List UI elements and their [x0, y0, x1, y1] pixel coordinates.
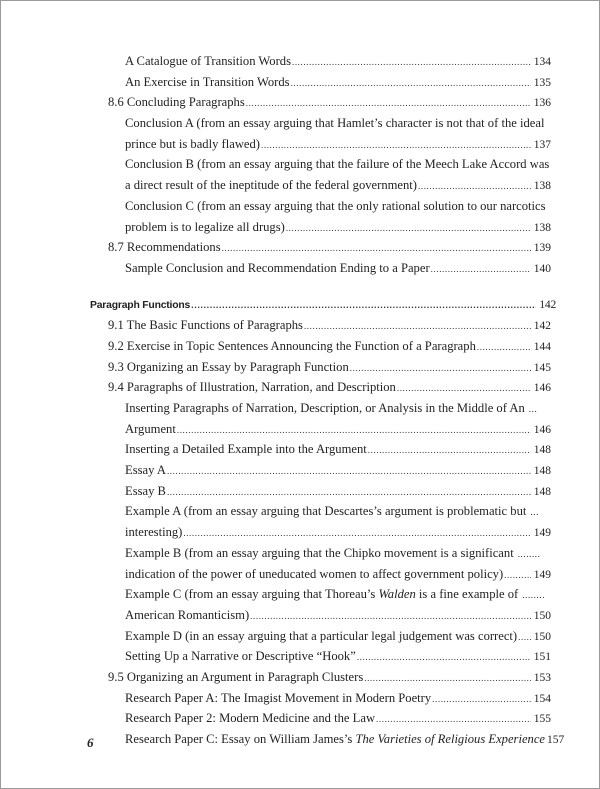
title-part: Example C (from an essay arguing that Thoreau’s — [125, 587, 379, 602]
toc-entry-page: 142 — [533, 320, 551, 333]
toc-entry-page: 136 — [533, 97, 551, 110]
toc-entry — [1, 237, 551, 258]
toc-entry-title: Example A (from an essay arguing that Descartes’s argument is problematic but — [125, 504, 527, 519]
toc-entry — [1, 501, 551, 522]
toc-entry — [1, 564, 551, 585]
dot-leader — [477, 337, 531, 358]
toc-entry-page: 149 — [533, 568, 551, 581]
toc-entry-page: 146 — [533, 382, 551, 395]
dot-leader — [292, 52, 531, 73]
toc-entry-title: American Romanticism) — [125, 607, 250, 622]
toc-entry-title: 9.3 Organizing an Essay by Paragraph Function — [108, 359, 349, 374]
toc-entry-title — [125, 584, 518, 605]
toc-entry-page: 145 — [533, 361, 551, 374]
toc-entry — [1, 113, 551, 134]
dot-leader — [357, 647, 531, 668]
dot-leader — [286, 218, 531, 239]
italic-title-part: The Varieties of Religious Experience — [355, 732, 546, 746]
dot-leader — [177, 420, 531, 441]
toc-entry-title: interesting) — [125, 525, 183, 540]
toc-entry-title: 8.6 Concluding Paragraphs — [108, 95, 245, 110]
toc-entry-title: Research Paper A: The Imagist Movement in Modern Poetry — [125, 690, 432, 705]
dot-leader — [418, 176, 531, 197]
toc-entry — [1, 92, 551, 113]
dot-leader — [504, 565, 531, 586]
dot-leader-tail: ... — [528, 404, 538, 414]
toc-entry — [1, 439, 551, 460]
toc-entry-title: 9.4 Paragraphs of Illustration, Narration, and Description — [108, 380, 396, 395]
toc-entry-title: 9.2 Exercise in Topic Sentences Announcing the Function of a Paragraph — [108, 338, 476, 353]
toc-entry-title: 8.7 Recommendations — [108, 240, 221, 255]
toc-entry-page: 155 — [533, 713, 551, 726]
toc-entry-page: 140 — [533, 262, 551, 275]
toc-entry — [1, 196, 551, 217]
toc-entry — [1, 398, 551, 419]
toc-entry-page: 154 — [533, 692, 551, 705]
dot-leader — [222, 238, 531, 259]
toc-entry-page: 148 — [533, 465, 551, 478]
dot-leader — [432, 689, 531, 710]
toc-entry — [1, 667, 551, 688]
toc-entry-title: Example B (from an essay arguing that the Chipko movement is a significant — [125, 545, 514, 560]
dot-leader — [350, 358, 531, 379]
toc-entry-page: 150 — [533, 630, 551, 643]
toc-entry — [1, 377, 551, 398]
toc-entry-title: prince but is badly flawed) — [125, 136, 260, 151]
dot-leader — [167, 482, 531, 503]
toc-entry-page: 151 — [533, 651, 551, 664]
toc-entry-page: 144 — [533, 340, 551, 353]
spacer — [1, 279, 600, 295]
toc-entry — [1, 481, 551, 502]
toc-entry-page: 148 — [533, 444, 551, 457]
dot-leader — [250, 606, 531, 627]
toc-entry-title: problem is to legalize all drugs) — [125, 219, 285, 234]
toc-entry — [1, 175, 551, 196]
dot-leader — [304, 316, 531, 337]
toc-entry-title: Example D (in an essay arguing that a particular legal judgement was correct) — [125, 628, 518, 643]
toc-entry — [1, 258, 551, 279]
toc-entry-page: 137 — [533, 138, 551, 151]
toc-entry — [1, 605, 551, 626]
toc-entry-title: Conclusion B (from an essay arguing that the failure of the Meech Lake Accord was — [125, 157, 550, 172]
toc-entry-title: Inserting a Detailed Example into the Argument — [125, 442, 367, 457]
toc-entry-page: 142 — [539, 298, 556, 311]
toc-entry-page: 146 — [533, 423, 551, 436]
toc-entry-title: A Catalogue of Transition Words — [125, 54, 291, 68]
toc-entry-title: a direct result of the ineptitude of the federal government) — [125, 178, 417, 193]
dot-leader — [364, 668, 531, 689]
toc-entry-title: An Exercise in Transition Words — [125, 74, 290, 89]
toc-entry — [1, 460, 551, 481]
toc-entry-title: 9.1 The Basic Functions of Paragraphs — [108, 318, 303, 333]
toc-entry-title — [125, 729, 545, 750]
toc-chapter-heading — [1, 295, 556, 316]
page-number: 6 — [87, 735, 94, 750]
toc-chapter-title: Paragraph Functions — [90, 299, 191, 311]
toc-entry-page: 138 — [533, 180, 551, 193]
toc-entry — [1, 708, 551, 729]
toc-entry — [1, 51, 551, 72]
dot-leader-tail: ........ — [517, 548, 541, 559]
toc-entry — [1, 154, 551, 175]
toc-entry — [1, 522, 551, 543]
title-part: is a fine example of — [415, 587, 519, 602]
dot-leader — [191, 295, 536, 316]
title-part: Research Paper C: Essay on William James’s — [125, 732, 356, 746]
dot-leader — [183, 523, 530, 544]
toc-entry-title: Research Paper 2: Modern Medicine and the Law — [125, 711, 376, 726]
toc-entry — [1, 626, 551, 647]
dot-leader — [368, 440, 531, 461]
dot-leader — [291, 73, 531, 94]
toc-entry — [1, 315, 551, 336]
toc-entry-title: Conclusion C (from an essay arguing that the only rational solution to our narcotics — [125, 198, 546, 213]
toc-entry-title: Essay B — [125, 483, 166, 498]
toc-entry — [1, 584, 551, 605]
toc-entry — [1, 688, 551, 709]
toc-entry — [1, 336, 551, 357]
toc-entry-title: 9.5 Organizing an Argument in Paragraph Clusters — [108, 669, 364, 684]
table-of-contents — [1, 51, 600, 750]
dot-leader — [376, 709, 531, 730]
toc-entry-page: 148 — [533, 485, 551, 498]
toc-entry — [1, 543, 551, 564]
toc-entry-page: 134 — [533, 56, 551, 68]
toc-entry — [1, 134, 551, 155]
toc-entry-title: Sample Conclusion and Recommendation Ending to a Paper — [125, 260, 430, 275]
dot-leader — [246, 93, 531, 114]
toc-entry — [1, 72, 551, 93]
toc-entry-title: Setting Up a Narrative or Descriptive “Hook” — [125, 649, 356, 664]
italic-title-part: Walden — [378, 587, 416, 602]
toc-entry — [1, 729, 565, 750]
toc-entry-page: 138 — [533, 221, 551, 234]
toc-entry-page: 149 — [533, 527, 551, 540]
toc-entry-page: 157 — [547, 734, 565, 746]
toc-entry — [1, 357, 551, 378]
toc-entry-title: indication of the power of uneducated women to affect government policy) — [125, 566, 504, 581]
toc-entry-title: Conclusion A (from an essay arguing that Hamlet’s character is not that of the ideal — [125, 116, 545, 131]
toc-entry — [1, 646, 551, 667]
toc-entry — [1, 217, 551, 238]
dot-leader — [431, 259, 531, 280]
toc-entry-title: Argument — [125, 421, 176, 436]
toc-entry-page: 150 — [533, 609, 551, 622]
toc-entry-title: Essay A — [125, 463, 166, 478]
dot-leader — [261, 135, 531, 156]
dot-leader-tail: ... — [530, 507, 539, 518]
toc-entry-title: Inserting Paragraphs of Narration, Description, or Analysis in the Middle of An — [125, 401, 525, 415]
toc-entry — [1, 419, 551, 440]
dot-leader — [167, 461, 531, 482]
toc-entry-page: 153 — [533, 671, 551, 684]
dot-leader — [397, 378, 531, 399]
toc-entry-page: 135 — [533, 76, 551, 89]
dot-leader-tail: ........ — [522, 590, 546, 601]
dot-leader — [518, 627, 531, 648]
toc-entry-page: 139 — [533, 242, 551, 255]
